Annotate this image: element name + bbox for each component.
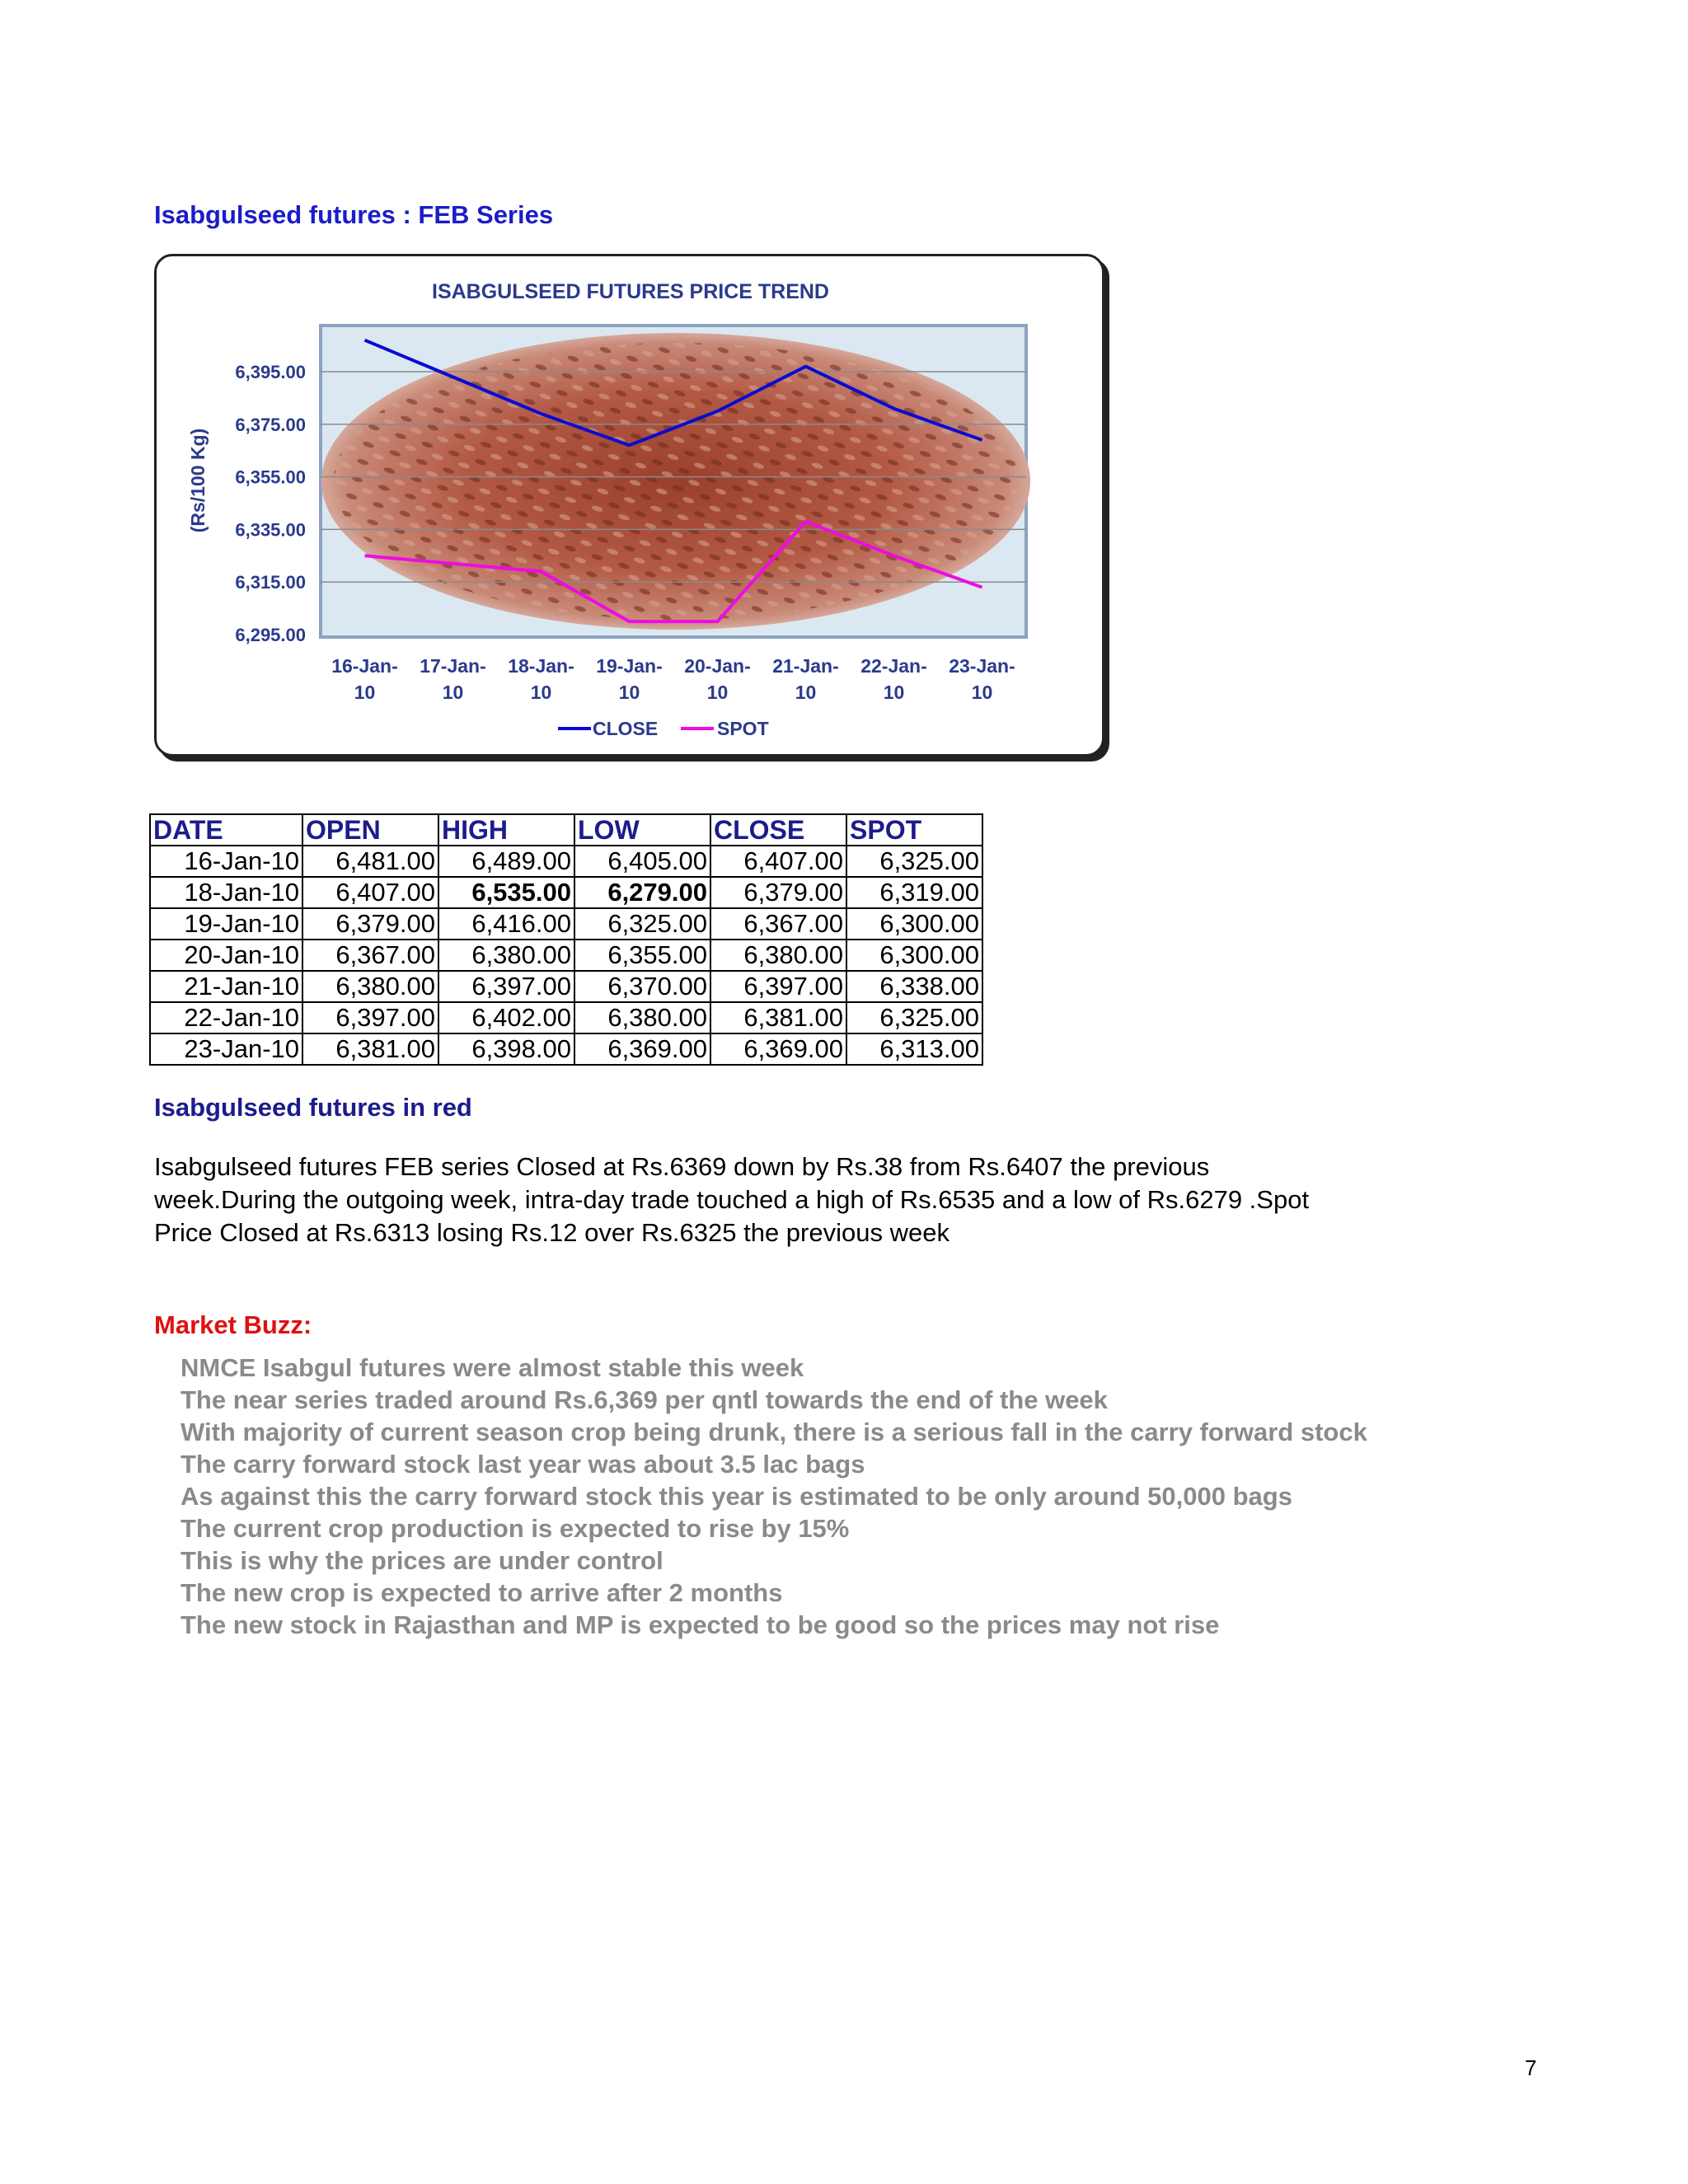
cell-high: 6,397.00: [438, 971, 574, 1002]
x-tick-label: 17-Jan-: [420, 655, 486, 677]
price-trend-chart: [154, 254, 1104, 757]
x-tick-label: 23-Jan-: [949, 655, 1015, 677]
cell-high: 6,398.00: [438, 1033, 574, 1065]
cell-spot: 6,313.00: [846, 1033, 982, 1065]
header-date: DATE: [150, 814, 302, 846]
page-number: 7: [1525, 2055, 1537, 2080]
buzz-item: The carry forward stock last year was about 3.5 lac bags: [181, 1450, 865, 1479]
seed-texture: [334, 343, 1018, 620]
cell-low: 6,355.00: [574, 940, 710, 971]
x-tick-label: 10: [883, 682, 905, 703]
table-row: [150, 846, 982, 877]
cell-close: 6,381.00: [710, 1002, 846, 1033]
section-title-feb-series: Isabgulseed futures : FEB Series: [154, 200, 554, 229]
buzz-item: With majority of current season crop being drunk, there is a serious fall in the carry forward stock: [181, 1418, 1367, 1446]
header-open: OPEN: [302, 814, 438, 846]
cell-close: 6,397.00: [710, 971, 846, 1002]
y-tick-label: 6,395.00: [235, 362, 306, 382]
header-spot: SPOT: [846, 814, 982, 846]
table-row: [150, 908, 982, 940]
cell-close: 6,380.00: [710, 940, 846, 971]
cell-low: 6,370.00: [574, 971, 710, 1002]
cell-high: 6,416.00: [438, 908, 574, 940]
table-row: [150, 940, 982, 971]
y-tick-label: 6,295.00: [235, 625, 306, 645]
summary-paragraph: [154, 1151, 1349, 1249]
x-tick-label: 20-Jan-: [684, 655, 751, 677]
x-tick-label: 22-Jan-: [860, 655, 927, 677]
chart-legend: [558, 718, 769, 739]
cell-date: 19-Jan-10: [150, 908, 302, 940]
y-axis-ticks: [235, 362, 306, 645]
cell-spot: 6,319.00: [846, 877, 982, 908]
cell-spot: 6,300.00: [846, 940, 982, 971]
table-row: [150, 1002, 982, 1033]
section-title-market-buzz: Market Buzz:: [154, 1310, 312, 1339]
y-tick-label: 6,355.00: [235, 466, 306, 488]
x-tick-label: 18-Jan-: [508, 655, 574, 677]
cell-spot: 6,300.00: [846, 908, 982, 940]
legend-label-close: CLOSE: [593, 718, 659, 739]
legend-label-spot: SPOT: [717, 718, 769, 739]
market-buzz-list: [154, 1352, 1374, 1641]
table-header-row: [150, 814, 982, 846]
cell-spot: 6,338.00: [846, 971, 982, 1002]
x-axis-ticks: [331, 655, 1015, 703]
header-close: CLOSE: [710, 814, 846, 846]
cell-low: 6,405.00: [574, 846, 710, 877]
cell-low: 6,380.00: [574, 1002, 710, 1033]
cell-date: 18-Jan-10: [150, 877, 302, 908]
cell-high: 6,489.00: [438, 846, 574, 877]
cell-high: 6,535.00: [438, 877, 574, 908]
x-tick-label: 10: [618, 682, 640, 703]
x-tick-label: 10: [354, 682, 376, 703]
price-table: [149, 813, 983, 1066]
cell-close: 6,407.00: [710, 846, 846, 877]
x-tick-label: 10: [442, 682, 464, 703]
chart-title: ISABGULSEED FUTURES PRICE TREND: [432, 280, 829, 303]
x-tick-label: 16-Jan-: [331, 655, 398, 677]
x-tick-label: 21-Jan-: [772, 655, 839, 677]
cell-close: 6,367.00: [710, 908, 846, 940]
cell-spot: 6,325.00: [846, 1002, 982, 1033]
table-row: [150, 971, 982, 1002]
x-tick-label: 10: [530, 682, 552, 703]
cell-spot: 6,325.00: [846, 846, 982, 877]
table-row: [150, 877, 982, 908]
buzz-item: The current crop production is expected to rise by 15%: [181, 1514, 850, 1543]
cell-date: 23-Jan-10: [150, 1033, 302, 1065]
cell-date: 22-Jan-10: [150, 1002, 302, 1033]
cell-close: 6,379.00: [710, 877, 846, 908]
cell-open: 6,407.00: [302, 877, 438, 908]
summary-line: Price Closed at Rs.6313 losing Rs.12 over Rs.6325 the previous week: [154, 1218, 950, 1247]
cell-close: 6,369.00: [710, 1033, 846, 1065]
buzz-item: The new stock in Rajasthan and MP is expected to be good so the prices may not rise: [181, 1610, 1220, 1639]
cell-high: 6,402.00: [438, 1002, 574, 1033]
summary-line: Isabgulseed futures FEB series Closed at Rs.6369 down by Rs.38 from Rs.6407 the previous: [154, 1152, 1210, 1181]
x-tick-label: 19-Jan-: [596, 655, 663, 677]
header-low: LOW: [574, 814, 710, 846]
cell-open: 6,367.00: [302, 940, 438, 971]
cell-open: 6,481.00: [302, 846, 438, 877]
cell-open: 6,379.00: [302, 908, 438, 940]
y-tick-label: 6,335.00: [235, 519, 306, 541]
cell-date: 16-Jan-10: [150, 846, 302, 877]
cell-low: 6,279.00: [574, 877, 710, 908]
header-high: HIGH: [438, 814, 574, 846]
section-title-futures-in-red: Isabgulseed futures in red: [154, 1093, 472, 1122]
cell-date: 20-Jan-10: [150, 940, 302, 971]
cell-open: 6,381.00: [302, 1033, 438, 1065]
buzz-item: The near series traded around Rs.6,369 per qntl towards the end of the week: [181, 1385, 1108, 1414]
cell-low: 6,369.00: [574, 1033, 710, 1065]
y-tick-label: 6,315.00: [235, 572, 306, 593]
x-tick-label: 10: [795, 682, 817, 703]
buzz-item: As against this the carry forward stock this year is estimated to be only around 50,000 bags: [181, 1482, 1292, 1511]
cell-open: 6,380.00: [302, 971, 438, 1002]
x-tick-label: 10: [706, 682, 729, 703]
summary-line: week.During the outgoing week, intra-day trade touched a high of Rs.6535 and a low of Rs.6279 .Spot: [154, 1185, 1310, 1214]
y-tick-label: 6,375.00: [235, 414, 306, 435]
buzz-item: NMCE Isabgul futures were almost stable this week: [181, 1353, 804, 1382]
cell-date: 21-Jan-10: [150, 971, 302, 1002]
table-row: [150, 1033, 982, 1065]
cell-open: 6,397.00: [302, 1002, 438, 1033]
y-axis-label: (Rs/100 Kg): [187, 428, 209, 533]
cell-low: 6,325.00: [574, 908, 710, 940]
buzz-item: The new crop is expected to arrive after 2 months: [181, 1578, 783, 1607]
chart-canvas: [157, 256, 1104, 756]
buzz-item: This is why the prices are under control: [181, 1546, 663, 1575]
x-tick-label: 10: [971, 682, 993, 703]
cell-high: 6,380.00: [438, 940, 574, 971]
